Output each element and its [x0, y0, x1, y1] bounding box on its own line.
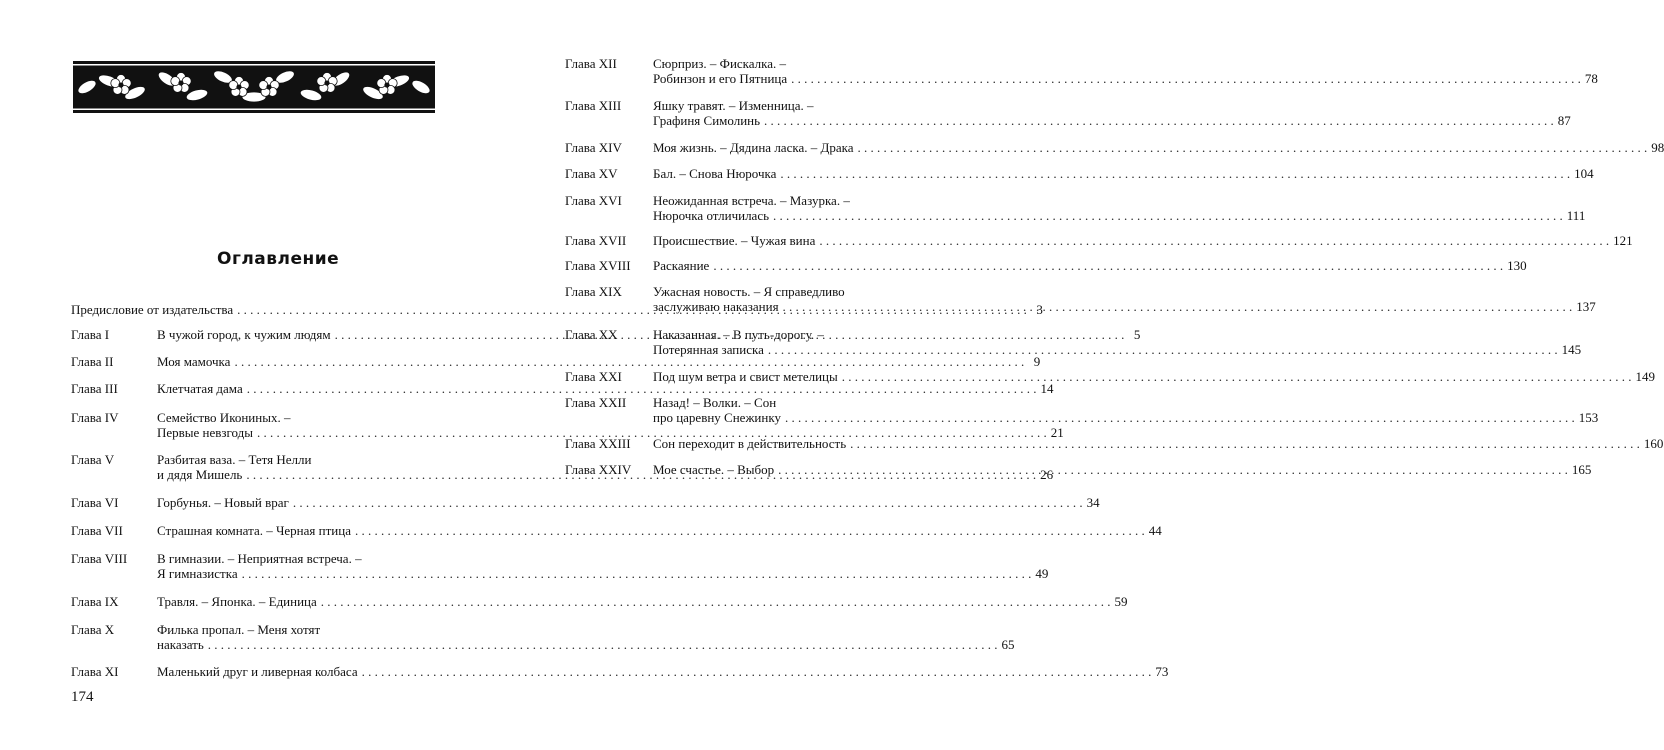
toc-entry-page: 26	[1040, 467, 1054, 482]
toc-entry[interactable]	[565, 193, 1586, 223]
toc-entry-body	[653, 233, 1633, 248]
toc-entry[interactable]	[565, 284, 1596, 314]
toc-entry-last-line	[653, 258, 1527, 273]
toc-entry-title-line: Клетчатая дама	[157, 381, 243, 396]
toc-entry-page: 130	[1507, 258, 1527, 273]
toc-entry-last-line	[653, 462, 1591, 477]
toc-entry-title-line: Под шум ветра и свист метелицы	[653, 369, 838, 384]
toc-entry-body	[653, 56, 1598, 86]
leader-dots	[791, 71, 1581, 86]
toc-chapter-label: Глава XXI	[565, 369, 622, 384]
toc-entry-page: 14	[1040, 381, 1054, 396]
toc-entry-title-line: Наказанная. – В путь-дорогу. –	[653, 327, 824, 342]
toc-entry[interactable]	[71, 551, 1049, 581]
toc-entry-page: 49	[1035, 566, 1049, 581]
toc-entry-title-line: заслуживаю наказания	[653, 299, 779, 314]
toc-chapter-label: Глава XXIV	[565, 462, 632, 477]
toc-entry-title-line: Разбитая ваза. – Тетя Нелли	[157, 452, 312, 467]
toc-entry[interactable]	[565, 233, 1633, 248]
toc-entry-title-line: Робинзон и его Пятница	[653, 71, 788, 86]
toc-entry-title-line: Нюрочка отличилась	[653, 208, 770, 223]
toc-chapter-label: Глава X	[71, 622, 115, 637]
toc-entry-title-line: Мое счастье. – Выбор	[653, 462, 775, 477]
toc-chapter-label: Глава II	[71, 354, 114, 369]
toc-chapter-label: Глава I	[71, 327, 110, 342]
toc-entry-last-line	[653, 436, 1663, 451]
toc-entry-page: 111	[1566, 208, 1586, 223]
toc-chapter-label: Глава V	[71, 452, 115, 467]
toc-chapter-label: Глава XII	[565, 56, 617, 71]
toc-entry-title-line: Раскаяние	[653, 258, 710, 273]
toc-entry-title-line: Сюрприз. – Фискалка. –	[653, 56, 787, 71]
toc-entry-body	[653, 258, 1527, 273]
toc-entry-title-line: Горбунья. – Новый враг	[157, 495, 289, 510]
leader-dots	[819, 233, 1609, 248]
toc-chapter-label: Глава XIX	[565, 284, 622, 299]
toc-chapter-label: Глава XXIII	[565, 436, 631, 451]
toc-entry-title-line: Потерянная записка	[653, 342, 764, 357]
leader-dots	[778, 462, 1568, 477]
toc-entry-body	[653, 395, 1598, 425]
toc-entry-page: 78	[1584, 71, 1598, 86]
toc-entry-title-line: Неожиданная встреча. – Мазурка. –	[653, 193, 850, 208]
toc-entry[interactable]	[565, 56, 1598, 86]
toc-entry-last-line	[653, 233, 1633, 248]
toc-chapter-label: Глава III	[71, 381, 118, 396]
toc-entry-last-line	[653, 113, 1571, 128]
toc-chapter-label: Глава XIII	[565, 98, 622, 113]
toc-entry-title-line: Моя мамочка	[157, 354, 231, 369]
toc-entry-body	[653, 98, 1571, 128]
toc-entry-title-line: Первые невзгоды	[157, 425, 254, 440]
toc-entry[interactable]	[565, 140, 1664, 155]
toc-entry-title-line: Сон переходит в действительность	[653, 436, 847, 451]
toc-entry-page: 165	[1571, 462, 1592, 477]
toc-entry-page: 5	[1133, 327, 1141, 342]
toc-entry-title-line: наказать	[157, 637, 204, 652]
toc-entry[interactable]	[71, 622, 1015, 652]
toc-entry-title-line: Графиня Симолинь	[653, 113, 761, 128]
leader-dots	[842, 369, 1632, 384]
toc-entry-last-line	[653, 342, 1581, 357]
toc-entry-page: 145	[1561, 342, 1582, 357]
toc-entry-title-line: Травля. – Японка. – Единица	[157, 594, 317, 609]
toc-entry-last-line	[653, 208, 1585, 223]
toc-chapter-label: Глава XXII	[565, 395, 627, 410]
toc-entry[interactable]	[71, 381, 1054, 396]
toc-entry-title-line: про царевну Снежинку	[653, 410, 781, 425]
floral-border-icon	[73, 61, 435, 113]
toc-entry-title-line: Маленький друг и ливерная колбаса	[157, 664, 358, 679]
toc-entry-body	[653, 369, 1655, 384]
toc-entry[interactable]	[565, 327, 1582, 357]
toc-entry-body	[653, 193, 1585, 223]
toc-entry-page: 149	[1635, 369, 1655, 384]
toc-chapter-label: Глава XV	[565, 166, 618, 181]
toc-entry-title-line: Ужасная новость. – Я справедливо	[653, 284, 845, 299]
toc-entry-last-line	[653, 299, 1596, 314]
toc-chapter-label: Глава XVIII	[565, 258, 631, 273]
toc-entry-last-line	[653, 166, 1594, 181]
toc-entry-title-line: Страшная комната. – Черная птица	[157, 523, 351, 538]
toc-entry-page: 59	[1114, 594, 1128, 609]
toc-title: Оглавление	[217, 249, 340, 269]
toc-entry-title-line: Филька пропал. – Меня хотят	[157, 622, 321, 637]
toc-chapter-label: Глава VII	[71, 523, 123, 538]
toc-entry[interactable]	[71, 523, 1162, 538]
toc-chapter-label: Глава XIV	[565, 140, 622, 155]
leader-dots	[858, 140, 1648, 155]
toc-entry-page: 3	[1036, 302, 1043, 317]
toc-entry[interactable]	[565, 436, 1664, 451]
toc-chapter-label: Глава VIII	[71, 551, 128, 566]
toc-chapter-label: Глава VI	[71, 495, 119, 510]
toc-chapter-label: Глава IV	[71, 410, 119, 425]
toc-entry-body	[653, 462, 1591, 477]
toc-entry[interactable]	[565, 258, 1527, 273]
toc-chapter-label: Глава XI	[71, 664, 119, 679]
toc-chapter-label: Глава XVII	[565, 233, 627, 248]
leader-dots	[783, 299, 1573, 314]
toc-entry[interactable]	[565, 166, 1594, 181]
toc-entry-title-line: и дядя Мишель	[157, 467, 243, 482]
toc-entry-title: Предисловие от издательства	[71, 302, 234, 317]
toc-entry[interactable]	[71, 594, 1128, 609]
leader-dots	[780, 166, 1570, 181]
toc-entry-body	[653, 436, 1663, 451]
toc-entry-title-line: Я гимназистка	[157, 566, 238, 581]
leader-dots	[785, 410, 1575, 425]
leader-dots	[773, 208, 1563, 223]
leader-dots	[850, 436, 1640, 451]
toc-entry-last-line	[653, 410, 1598, 425]
toc-entry-page: 9	[1033, 354, 1041, 369]
toc-entry-title-line: Назад! – Волки. – Сон	[653, 395, 777, 410]
toc-entry-page: 160	[1643, 436, 1664, 451]
toc-entry-body	[653, 327, 1581, 357]
toc-entry-page: 104	[1574, 166, 1594, 181]
toc-entry-title-line: Семейство Икониных. –	[157, 410, 291, 425]
toc-entry-page: 21	[1050, 425, 1064, 440]
toc-chapter-label: Глава XX	[565, 327, 618, 342]
toc-entry-page: 87	[1557, 113, 1571, 128]
leader-dots	[764, 113, 1554, 128]
toc-entry-title-line: Яшку травят. – Изменница. –	[653, 98, 814, 113]
toc-entry-last-line	[653, 71, 1598, 86]
toc-entry[interactable]	[71, 354, 1041, 369]
toc-entry-last-line	[653, 369, 1655, 384]
toc-entry[interactable]	[565, 369, 1655, 384]
toc-chapter-label: Глава IX	[71, 594, 119, 609]
toc-entry-page: 137	[1576, 299, 1596, 314]
toc-entry-title-line: Происшествие. – Чужая вина	[653, 233, 816, 248]
toc-entry-title-line: В гимназии. – Неприятная встреча. –	[157, 551, 362, 566]
toc-entry-page: 65	[1001, 637, 1015, 652]
toc-entry-title-line: Бал. – Снова Нюрочка	[653, 166, 777, 181]
toc-entry[interactable]	[565, 98, 1571, 128]
toc-entry-body	[653, 166, 1594, 181]
toc-entry-title-line: Моя жизнь. – Дядина ласка. – Драка	[653, 140, 854, 155]
toc-entry[interactable]	[71, 664, 1169, 679]
leader-dots	[713, 258, 1503, 273]
toc-entry-page: 98	[1651, 140, 1664, 155]
page-number: 174	[71, 689, 94, 705]
toc-entry-page: 121	[1613, 233, 1633, 248]
toc-entry-page: 44	[1148, 523, 1162, 538]
leader-dots	[768, 342, 1558, 357]
toc-entry-page: 73	[1155, 664, 1169, 679]
toc-entry[interactable]	[71, 495, 1100, 510]
toc-entry-page: 34	[1086, 495, 1100, 510]
toc-entry-body	[653, 284, 1596, 314]
toc-entry-title-line: В чужой город, к чужим людям	[157, 327, 331, 342]
toc-entry-last-line	[653, 140, 1664, 155]
toc-entry[interactable]	[565, 395, 1599, 425]
toc-entry-body	[653, 140, 1664, 155]
toc-chapter-label: Глава XVI	[565, 193, 622, 208]
toc-entry-page: 153	[1578, 410, 1599, 425]
